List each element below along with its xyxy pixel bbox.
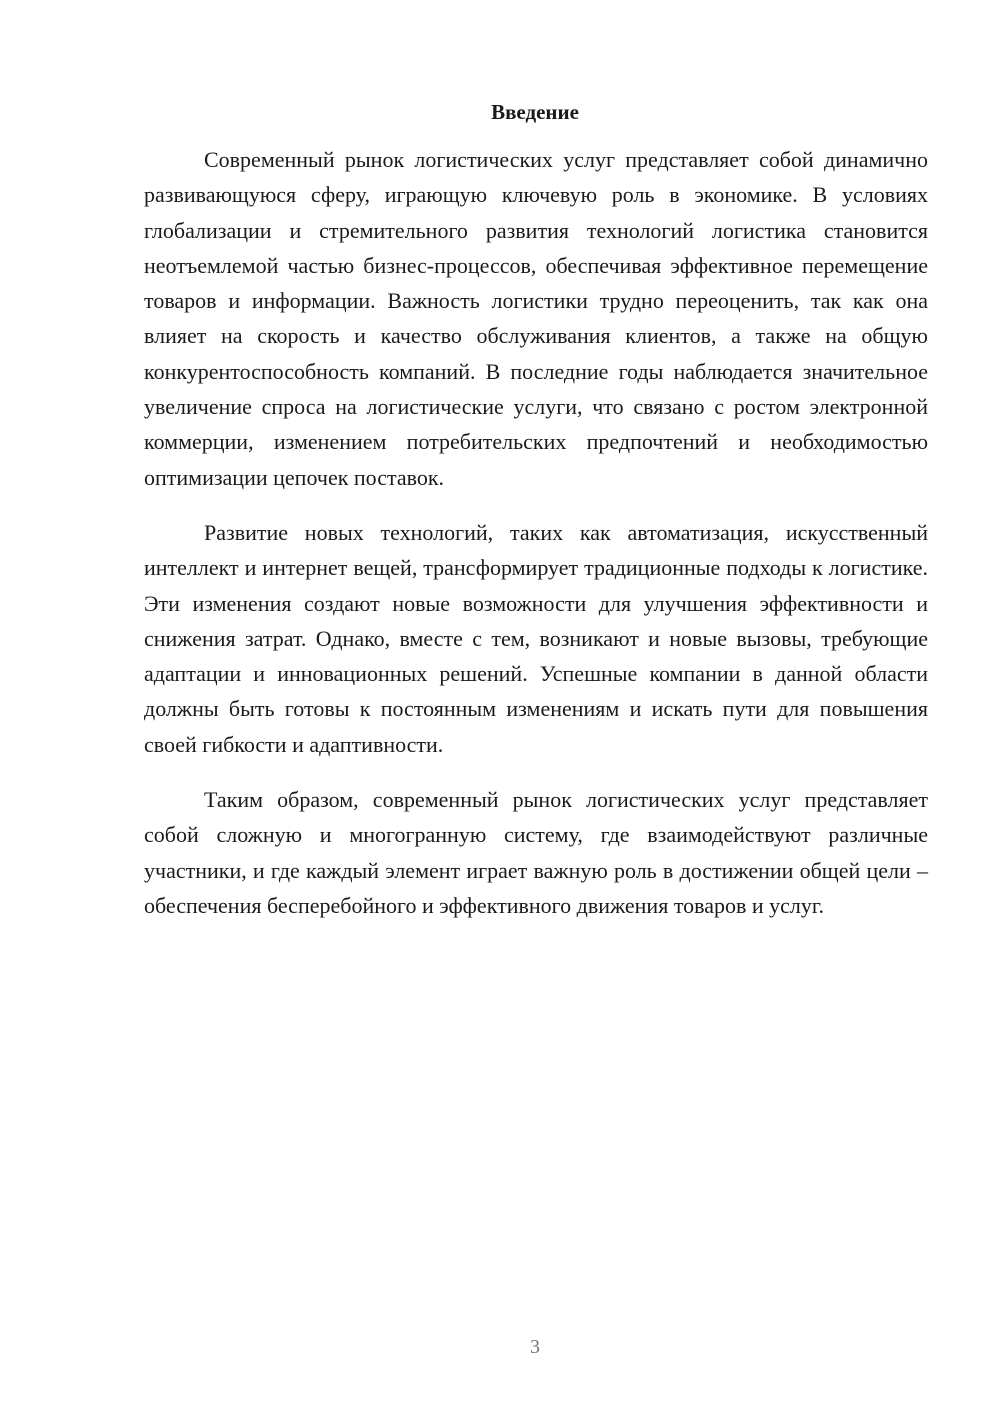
paragraph-3: Таким образом, современный рынок логистических услуг представляет собой сложную и многогранную систему, где взаимодействуют различные участники, и где каждый элемент играет важную роль в достижении общей цели – обеспечения бесперебойного и эффективного движения товаров и услуг. <box>144 787 928 918</box>
page-number: 3 <box>530 1336 540 1358</box>
paragraph-2: Развитие новых технологий, таких как автоматизация, искусственный интеллект и интернет вещей, трансформирует традиционные подходы к логистике. Эти изменения создают новые возможности для улучшения эффективности и снижения затрат. Однако, вместе с тем, возникают и новые вызовы, требующие адаптации и инновационных решений. Успешные компании в данной области должны быть готовы к постоянным изменениям и искать пути для повышения своей гибкости и адаптивности. <box>144 519 928 757</box>
body-text <box>144 142 928 943</box>
section-heading: Введение <box>491 100 579 124</box>
paragraph-1: Современный рынок логистических услуг представляет собой динамично развивающуюся сферу, играющую ключевую роль в экономике. В условиях глобализации и стремительного развития технологий логистика становится неотъемлемой частью бизнес-процессов, обеспечивая эффективное перемещение товаров и информации. Важность логистики трудно переоценить, так как она влияет на скорость и качество обслуживания клиентов, а также на общую конкурентоспособность компаний. В последние годы наблюдается значительное увеличение спроса на логистические услуги, что связано с ростом электронной коммерции, изменением потребительских предпочтений и необходимостью оптимизации цепочек поставок. <box>144 147 928 490</box>
